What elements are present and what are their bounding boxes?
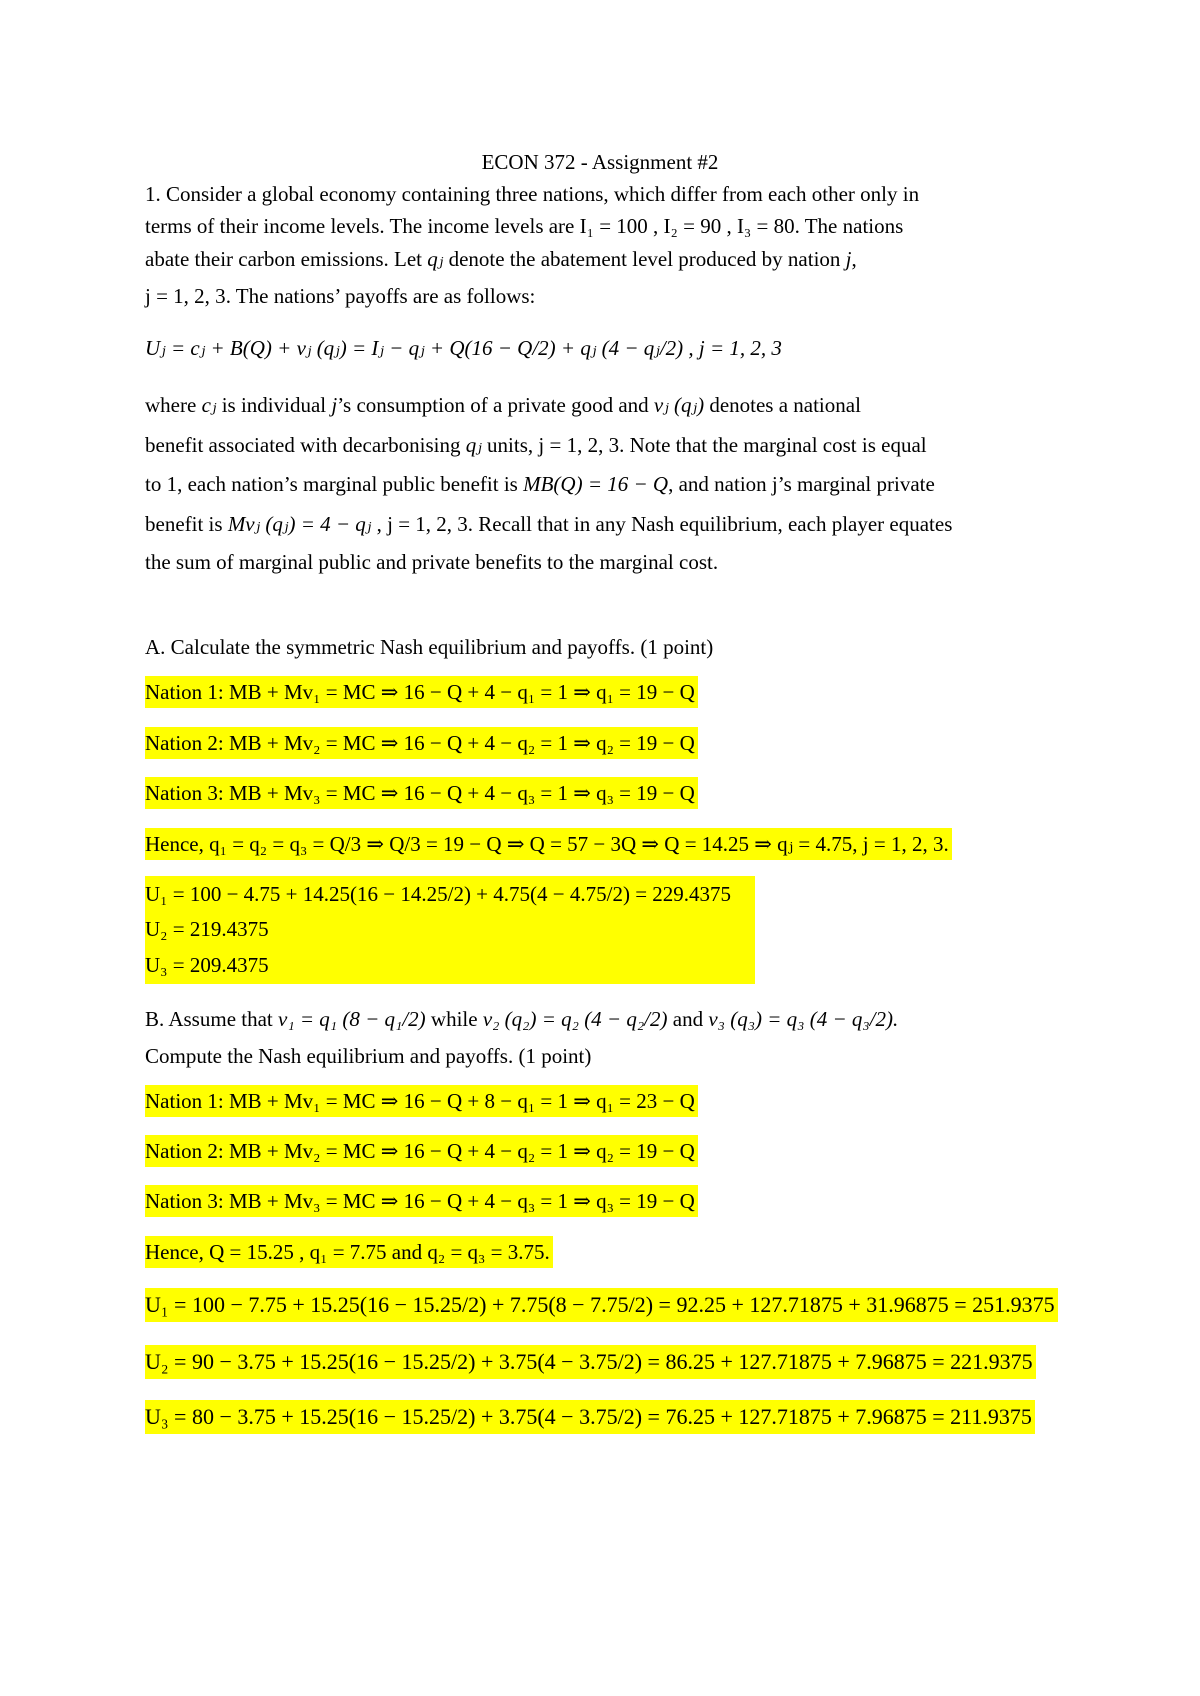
part-a-payoffs	[145, 876, 755, 984]
part-a-nation-3: Nation 3: MB + Mv₃ = MC ⇒ 16 − Q + 4 − q₃ = 1 ⇒ q₃ = 19 − Q	[145, 777, 698, 809]
part-b-text: and	[667, 1007, 709, 1031]
intro-text: to 1, each nation’s marginal public benefit is	[145, 472, 524, 496]
part-a-nation-1: Nation 1: MB + Mv₁ = MC ⇒ 16 − Q + 4 − q₁ = 1 ⇒ q₁ = 19 − Q	[145, 676, 698, 708]
abatement-symbol: qⱼ	[427, 247, 444, 271]
intro-text: denotes a national	[704, 393, 861, 417]
part-b-text: while	[425, 1007, 483, 1031]
part-a-u1: U₁ = 100 − 4.75 + 14.25(16 − 14.25/2) + 4.75(4 − 4.75/2) = 229.4375	[145, 882, 732, 906]
part-a-u3: U₃ = 209.4375	[145, 952, 269, 977]
payoff-equation: Uⱼ = cⱼ + B(Q) + vⱼ (qⱼ) = Iⱼ − qⱼ + Q(16 − Q/2) + qⱼ (4 − qⱼ/2) , j = 1, 2, 3	[145, 336, 782, 360]
nation-index: j	[331, 393, 338, 417]
intro-text: . The nations	[794, 214, 904, 238]
intro-text: . Recall that in any Nash equilibrium, each player equates	[467, 512, 953, 536]
abatement-symbol: qⱼ	[465, 433, 482, 457]
part-a-question: A. Calculate the symmetric Nash equilibrium and payoffs. (1 point)	[145, 635, 714, 659]
index-range: j = 1, 2, 3	[387, 512, 468, 536]
part-b-question-line-2: Compute the Nash equilibrium and payoffs. (1 point)	[145, 1044, 592, 1068]
where-line-2	[145, 432, 927, 458]
part-b-u1: U₁ = 100 − 7.75 + 15.25(16 − 15.25/2) + 7.75(8 − 7.75/2) = 92.25 + 127.71875 + 31.96875 = 251.9375	[145, 1288, 1058, 1322]
intro-text: , and nation j’s marginal private	[668, 472, 935, 496]
nation-index: j	[845, 247, 852, 271]
national-benefit-symbol: vⱼ (qⱼ)	[653, 393, 705, 417]
part-b-nation-1: Nation 1: MB + Mv₁ = MC ⇒ 16 − Q + 8 − q₁ = 1 ⇒ q₁ = 23 − Q	[145, 1085, 698, 1117]
intro-line-3	[145, 246, 857, 272]
intro-text: ,	[851, 247, 857, 271]
part-a-hence: Hence, q₁ = q₂ = q₃ = Q/3 ⇒ Q/3 = 19 − Q ⇒ Q = 57 − 3Q ⇒ Q = 14.25 ⇒ qⱼ = 4.75, j = 1, 2, 3.	[145, 828, 952, 860]
intro-text: benefit associated with decarbonising	[145, 433, 466, 457]
part-b-v1: v₁ = q₁ (8 − q₁/2)	[278, 1007, 426, 1031]
part-b-question	[145, 1006, 898, 1032]
part-b-nation-2: Nation 2: MB + Mv₂ = MC ⇒ 16 − Q + 4 − q₂ = 1 ⇒ q₂ = 19 − Q	[145, 1135, 698, 1167]
intro-text: benefit is	[145, 512, 228, 536]
consumption-symbol: cⱼ	[201, 393, 217, 417]
where-line-4	[145, 511, 952, 537]
intro-text: where	[145, 393, 202, 417]
where-line-5: the sum of marginal public and private benefits to the marginal cost.	[145, 550, 719, 574]
income-levels: I₁ = 100 , I₂ = 90 , I₃ = 80	[579, 214, 795, 238]
intro-text: units,	[481, 433, 539, 457]
index-range: j = 1, 2, 3	[145, 284, 226, 308]
intro-text: denote the abatement level produced by nation	[443, 247, 846, 271]
intro-text: abate their carbon emissions. Let	[145, 247, 428, 271]
intro-text: ,	[371, 512, 388, 536]
part-b-u3: U₃ = 80 − 3.75 + 15.25(16 − 15.25/2) + 3.75(4 − 3.75/2) = 76.25 + 127.71875 + 7.96875 = 211.9375	[145, 1400, 1035, 1434]
page-title: ECON 372 - Assignment #2	[481, 150, 719, 174]
part-b-hence: Hence, Q = 15.25 , q₁ = 7.75 and q₂ = q₃ = 3.75.	[145, 1236, 553, 1268]
where-line-3	[145, 471, 935, 497]
intro-line-1: 1. Consider a global economy containing three nations, which differ from each other only in	[145, 182, 920, 206]
marginal-public-benefit: MB(Q) = 16 − Q	[523, 472, 669, 496]
part-b-v2: v₂ (q₂) = q₂ (4 − q₂/2)	[482, 1007, 668, 1031]
intro-text: . Note that the marginal cost is equal	[619, 433, 927, 457]
part-b-u2: U₂ = 90 − 3.75 + 15.25(16 − 15.25/2) + 3.75(4 − 3.75/2) = 86.25 + 127.71875 + 7.96875 = 221.9375	[145, 1345, 1036, 1379]
part-b-nation-3: Nation 3: MB + Mv₃ = MC ⇒ 16 − Q + 4 − q₃ = 1 ⇒ q₃ = 19 − Q	[145, 1185, 698, 1217]
intro-line-2	[145, 213, 903, 239]
part-a-u2: U₂ = 219.4375	[145, 917, 269, 942]
marginal-private-benefit: Mvⱼ (qⱼ) = 4 − qⱼ	[227, 512, 372, 536]
intro-text: terms of their income levels. The income levels are	[145, 214, 580, 238]
intro-line-4	[145, 283, 535, 309]
intro-text: is individual	[216, 393, 332, 417]
part-a-nation-2: Nation 2: MB + Mv₂ = MC ⇒ 16 − Q + 4 − q₂ = 1 ⇒ q₂ = 19 − Q	[145, 727, 698, 759]
part-b-text: B. Assume that	[145, 1007, 279, 1031]
intro-text: ’s consumption of a private good and	[337, 393, 654, 417]
part-b-v3: v₃ (q₃) = q₃ (4 − q₃/2).	[708, 1007, 899, 1031]
intro-text: . The nations’ payoffs are as follows:	[225, 284, 536, 308]
index-range: j = 1, 2, 3	[538, 433, 620, 457]
where-line-1	[145, 392, 861, 418]
